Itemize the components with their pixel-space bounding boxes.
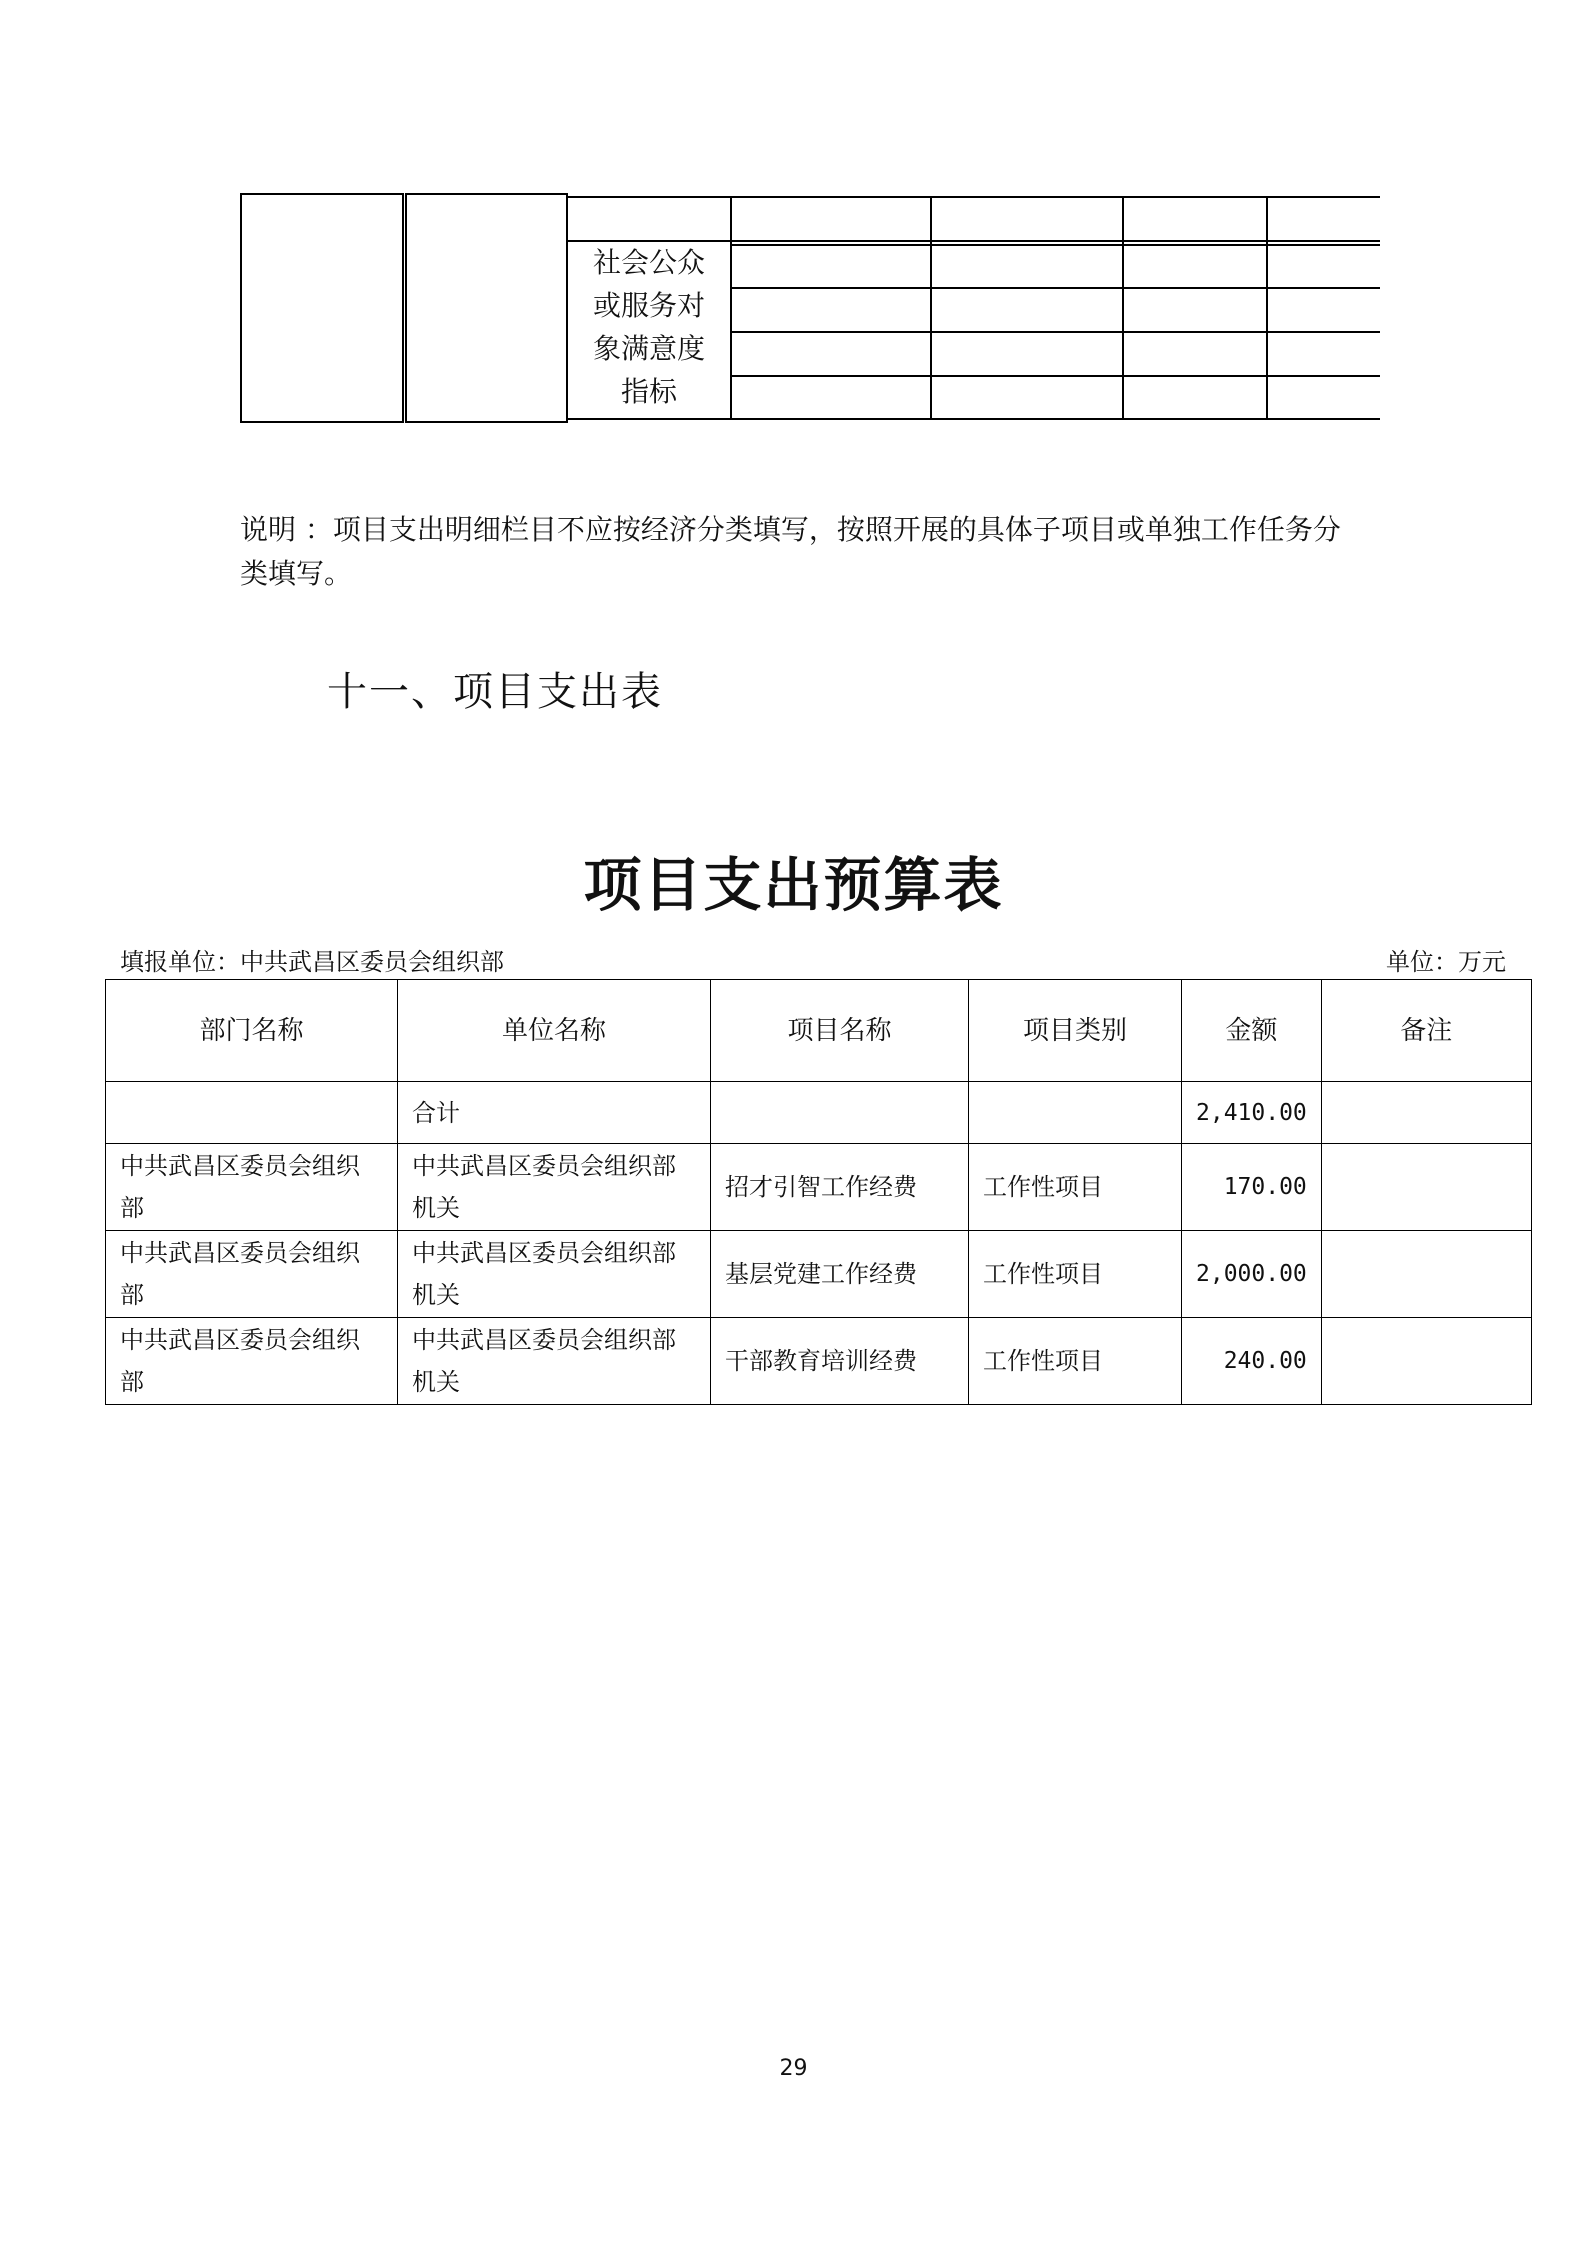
row-project: 干部教育培训经费 [711, 1318, 969, 1405]
total-note-cell [1321, 1082, 1531, 1144]
total-category-cell [969, 1082, 1182, 1144]
table-row [106, 1144, 1532, 1231]
note-paragraph: 说明 ：项目支出明细栏目不应按经济分类填写，按照开展的具体子项目或单独工作任务分类填写。 [240, 513, 1341, 590]
table-row [106, 1318, 1532, 1405]
header-note: 备注 [1321, 980, 1531, 1082]
row-category: 工作性项目 [969, 1144, 1182, 1231]
currency-unit: 单位：万元 [1386, 948, 1506, 976]
fragment-label-line: 象满意度 [592, 332, 705, 365]
row-unit: 中共武昌区委员会组织部 机关 [398, 1318, 711, 1405]
total-row [106, 1082, 1532, 1144]
header-amount: 金额 [1182, 980, 1322, 1082]
page-number: 29 [779, 2056, 808, 2081]
header-category: 项目类别 [969, 980, 1182, 1082]
project-budget-table [105, 979, 1532, 1405]
row-unit: 中共武昌区委员会组织部 机关 [398, 1144, 711, 1231]
total-project-cell [711, 1082, 969, 1144]
fragment-label-line: 或服务对 [592, 289, 705, 322]
row-unit: 中共武昌区委员会组织部 机关 [398, 1231, 711, 1318]
fragment-label-line: 社会公众 [592, 246, 705, 279]
row-dept: 中共武昌区委员会组织 部 [106, 1231, 398, 1318]
reporting-unit: 填报单位：中共武昌区委员会组织部 [120, 948, 504, 976]
row-amount: 240.00 [1182, 1318, 1322, 1405]
row-project: 招才引智工作经费 [711, 1144, 969, 1231]
table-title: 项目支出预算表 [583, 851, 1004, 919]
row-amount: 2,000.00 [1182, 1231, 1322, 1318]
row-note [1321, 1318, 1531, 1405]
header-dept: 部门名称 [106, 980, 398, 1082]
row-note [1321, 1144, 1531, 1231]
row-dept: 中共武昌区委员会组织 部 [106, 1318, 398, 1405]
previous-table-fragment [0, 0, 1587, 440]
row-note [1321, 1231, 1531, 1318]
row-category: 工作性项目 [969, 1318, 1182, 1405]
header-unit: 单位名称 [398, 980, 711, 1082]
row-dept: 中共武昌区委员会组织 部 [106, 1144, 398, 1231]
section-heading: 十一、项目支出表 [327, 669, 663, 715]
table-row [106, 1231, 1532, 1318]
fragment-label-line: 指标 [620, 375, 677, 408]
header-project: 项目名称 [711, 980, 969, 1082]
row-category: 工作性项目 [969, 1231, 1182, 1318]
row-project: 基层党建工作经费 [711, 1231, 969, 1318]
row-amount: 170.00 [1182, 1144, 1322, 1231]
total-dept-cell [106, 1082, 398, 1144]
table-header-row [106, 980, 1532, 1082]
total-amount: 2,410.00 [1182, 1082, 1322, 1144]
total-label: 合计 [398, 1082, 711, 1144]
